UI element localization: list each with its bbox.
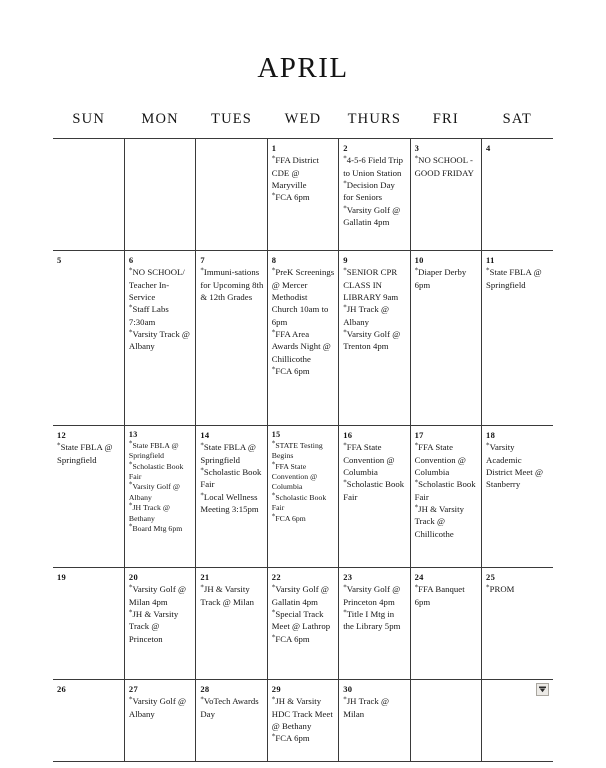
event-item[interactable] — [272, 695, 335, 732]
calendar-empty-cell[interactable] — [196, 139, 267, 251]
event-list — [486, 441, 550, 490]
event-text: JH & Varsity Track @ Milan — [200, 584, 255, 607]
calendar-week-row — [53, 139, 553, 251]
calendar-day-cell[interactable] — [339, 426, 410, 568]
weekday-header-tues: TUES — [211, 111, 253, 127]
event-item[interactable] — [272, 154, 335, 191]
day-number: 30 — [343, 684, 353, 694]
event-text: FCA 6pm — [275, 513, 306, 523]
event-text: Varsity Golf @ Princeton 4pm — [343, 584, 401, 607]
event-item[interactable] — [272, 493, 335, 514]
event-text: Scholastic Book Fair — [271, 492, 327, 513]
event-item[interactable] — [272, 608, 335, 633]
event-list — [129, 695, 192, 720]
asterisk-bullet-icon: * — [200, 466, 204, 475]
event-item[interactable] — [415, 503, 478, 540]
event-text: FFA State Convention @ Columbia — [414, 442, 466, 477]
asterisk-bullet-icon: * — [343, 608, 347, 617]
event-list — [272, 583, 335, 645]
asterisk-bullet-icon: * — [486, 441, 490, 450]
asterisk-bullet-icon: * — [271, 491, 276, 500]
asterisk-bullet-icon: * — [343, 266, 347, 275]
day-number: 21 — [200, 572, 210, 582]
asterisk-bullet-icon: * — [343, 478, 347, 487]
calendar-day-cell[interactable] — [196, 251, 267, 426]
page-title: APRIL — [257, 52, 349, 84]
day-number: 6 — [128, 255, 134, 265]
event-text: PROM — [489, 584, 515, 595]
event-text: VoTech Awards Day — [200, 696, 259, 719]
calendar-day-cell[interactable] — [53, 568, 124, 680]
event-item[interactable] — [272, 633, 335, 645]
calendar-day-cell[interactable] — [267, 426, 338, 568]
event-text: JH & Varsity HDC Track Meet @ Bethany — [271, 696, 333, 731]
event-item[interactable] — [57, 441, 121, 466]
event-item[interactable] — [343, 608, 406, 633]
calendar-day-cell[interactable] — [339, 568, 410, 680]
asterisk-bullet-icon: * — [271, 732, 276, 741]
asterisk-bullet-icon: * — [343, 154, 347, 163]
asterisk-bullet-icon: * — [200, 491, 204, 500]
event-text: PreK Screenings @ Mercer Methodist Church 10am to 6pm — [271, 267, 335, 327]
event-text: JH & Varsity Track @ Chillicothe — [414, 503, 464, 539]
event-item[interactable] — [129, 695, 192, 720]
event-item[interactable] — [272, 583, 335, 608]
weekday-header-sun: SUN — [72, 111, 106, 127]
asterisk-bullet-icon: * — [271, 266, 276, 275]
event-list — [343, 266, 406, 352]
asterisk-bullet-icon: * — [271, 608, 276, 617]
asterisk-bullet-icon: * — [128, 303, 133, 312]
event-text: FCA 6pm — [275, 192, 310, 203]
day-number: 25 — [486, 572, 496, 582]
calendar-day-cell[interactable] — [267, 251, 338, 426]
event-text: Diaper Derby 6pm — [414, 267, 467, 290]
event-item[interactable] — [486, 266, 550, 291]
event-item[interactable] — [415, 441, 478, 478]
event-text: State FBLA @ Springfield — [57, 442, 113, 465]
asterisk-bullet-icon: * — [271, 633, 276, 642]
event-text: Staff Labs 7:30am — [128, 304, 169, 327]
calendar-day-cell[interactable] — [339, 139, 410, 251]
day-number: 9 — [343, 255, 348, 265]
event-item[interactable] — [486, 583, 550, 595]
event-text: Varsity Golf @ Trenton 4pm — [343, 328, 401, 352]
event-text: Decision Day for Seniors — [343, 179, 395, 203]
event-item[interactable] — [272, 514, 335, 524]
event-text: SENIOR CPR CLASS IN LIBRARY 9am — [343, 267, 399, 302]
day-number: 19 — [57, 572, 67, 582]
event-list — [343, 154, 406, 228]
event-item[interactable] — [129, 503, 192, 524]
asterisk-bullet-icon: * — [414, 583, 419, 592]
event-item[interactable] — [343, 328, 406, 353]
event-list — [415, 154, 478, 179]
event-item[interactable] — [272, 462, 335, 493]
asterisk-bullet-icon: * — [414, 478, 419, 487]
event-item[interactable] — [272, 328, 335, 365]
event-text: JH Track @ Albany — [343, 304, 390, 327]
event-list — [343, 583, 406, 632]
calendar-empty-cell[interactable] — [124, 139, 195, 251]
calendar-day-cell[interactable] — [482, 568, 553, 680]
asterisk-bullet-icon: * — [271, 365, 276, 374]
event-text: State FBLA @ Springfield — [200, 442, 256, 465]
day-number: 16 — [343, 430, 353, 440]
asterisk-bullet-icon: * — [414, 503, 419, 512]
event-item[interactable] — [272, 266, 335, 328]
event-list — [343, 695, 406, 720]
event-item[interactable] — [129, 524, 192, 534]
day-number: 28 — [200, 684, 210, 694]
calendar-day-cell[interactable] — [124, 680, 195, 762]
event-item[interactable] — [129, 462, 192, 483]
calendar-header-row — [53, 100, 553, 139]
event-item[interactable] — [343, 583, 406, 608]
event-item[interactable] — [343, 266, 406, 303]
calendar-day-cell[interactable] — [339, 251, 410, 426]
asterisk-bullet-icon: * — [486, 583, 490, 592]
event-list — [200, 266, 263, 303]
event-item[interactable] — [415, 266, 478, 291]
calendar-day-cell[interactable] — [410, 568, 481, 680]
day-number: 20 — [128, 572, 139, 582]
event-text: Varsity Golf @ Gallatin 4pm — [343, 204, 401, 227]
day-number: 18 — [486, 430, 496, 440]
calendar-body — [53, 139, 553, 762]
event-list — [415, 266, 478, 291]
weekday-header-mon: MON — [141, 111, 179, 127]
calendar-day-cell[interactable] — [53, 426, 124, 568]
event-list — [200, 695, 263, 720]
asterisk-bullet-icon: * — [200, 695, 204, 704]
weekday-header-wed: WED — [284, 111, 322, 127]
asterisk-bullet-icon: * — [343, 583, 347, 592]
day-number: 27 — [128, 684, 139, 694]
event-text: Varsity Academic District Meet @ Stanberry — [486, 442, 544, 490]
day-number: 11 — [486, 255, 495, 265]
day-number: 13 — [128, 430, 138, 439]
asterisk-bullet-icon: * — [128, 481, 133, 490]
calendar-day-cell[interactable] — [124, 251, 195, 426]
calendar-container — [53, 100, 553, 762]
calendar-day-cell[interactable] — [53, 251, 124, 426]
asterisk-bullet-icon: * — [271, 154, 276, 163]
asterisk-bullet-icon: * — [343, 179, 347, 188]
event-text: JH & Varsity Track @ Princeton — [128, 608, 179, 644]
event-item[interactable] — [415, 583, 478, 608]
day-number: 24 — [414, 572, 424, 582]
event-list — [129, 266, 192, 352]
event-text: State FBLA @ Springfield — [486, 267, 542, 290]
day-number: 29 — [271, 684, 281, 694]
asterisk-bullet-icon: * — [271, 583, 276, 592]
asterisk-bullet-icon: * — [343, 441, 347, 450]
asterisk-bullet-icon: * — [128, 583, 133, 592]
event-item[interactable] — [343, 179, 406, 204]
event-item[interactable] — [343, 303, 406, 328]
event-text: Varsity Golf @ Gallatin 4pm — [271, 584, 329, 607]
event-list — [486, 583, 550, 595]
asterisk-bullet-icon: * — [414, 154, 419, 163]
event-item[interactable] — [272, 732, 335, 744]
calendar-day-cell[interactable] — [196, 568, 267, 680]
asterisk-bullet-icon: * — [128, 522, 133, 531]
event-text: STATE Testing Begins — [271, 440, 323, 461]
event-text: Varsity Track @ Albany — [128, 328, 190, 352]
event-text: Scholastic Book Fair — [414, 479, 476, 502]
event-list — [272, 441, 335, 525]
event-text: Varsity Golf @ Albany — [128, 696, 187, 719]
asterisk-bullet-icon: * — [343, 695, 347, 704]
calendar-empty-cell[interactable] — [53, 139, 124, 251]
calendar-week-row — [53, 426, 553, 568]
calendar-day-cell[interactable] — [267, 568, 338, 680]
asterisk-bullet-icon: * — [271, 191, 276, 200]
event-list — [129, 583, 192, 645]
event-list — [200, 441, 263, 515]
event-item[interactable] — [200, 466, 263, 491]
event-text: Board Mtg 6pm — [132, 524, 183, 534]
day-number: 12 — [57, 430, 67, 440]
calendar-day-cell[interactable] — [482, 251, 553, 426]
event-item[interactable] — [272, 191, 335, 203]
calendar-day-cell[interactable] — [53, 680, 124, 762]
event-item[interactable] — [343, 695, 406, 720]
event-text: JH Track @ Bethany — [128, 503, 170, 523]
event-text: FFA State Convention @ Columbia — [343, 442, 395, 477]
event-text: FFA Banquet 6pm — [414, 584, 465, 607]
event-list — [486, 266, 550, 291]
event-text: Varsity Golf @ Milan 4pm — [128, 584, 187, 607]
day-number: 5 — [57, 255, 62, 265]
day-number: 23 — [343, 572, 353, 582]
event-text: FCA 6pm — [275, 365, 310, 376]
event-item[interactable] — [200, 695, 263, 720]
day-number: 3 — [414, 143, 420, 153]
event-item[interactable] — [343, 441, 406, 478]
calendar-day-cell[interactable] — [482, 426, 553, 568]
day-number: 10 — [414, 255, 424, 265]
calendar-day-cell[interactable] — [196, 426, 267, 568]
asterisk-bullet-icon: * — [128, 608, 133, 617]
calendar-week-row — [53, 251, 553, 426]
calendar-week-row — [53, 568, 553, 680]
event-list — [272, 266, 335, 377]
event-list — [57, 441, 121, 466]
day-number: 2 — [343, 143, 348, 153]
event-item[interactable] — [129, 608, 192, 645]
day-number: 4 — [486, 143, 491, 153]
event-text: Scholastic Book Fair — [343, 479, 405, 502]
calendar-empty-cell[interactable] — [410, 680, 481, 762]
asterisk-bullet-icon: * — [200, 583, 204, 592]
day-number: 7 — [200, 255, 205, 265]
calendar-day-cell[interactable] — [124, 568, 195, 680]
event-list — [272, 695, 335, 744]
weekday-header-sat: SAT — [502, 111, 532, 127]
event-item[interactable] — [200, 491, 263, 516]
asterisk-bullet-icon: * — [128, 460, 133, 469]
weekday-header-thurs: THURS — [347, 111, 402, 127]
event-item[interactable] — [272, 441, 335, 462]
asterisk-bullet-icon: * — [271, 328, 276, 337]
event-text: FCA 6pm — [275, 733, 310, 744]
event-item[interactable] — [129, 482, 192, 503]
event-text: FFA District CDE @ Maryville — [271, 155, 319, 190]
event-text: FFA Area Awards Night @ Chillicothe — [271, 328, 331, 364]
dropdown-arrow-button[interactable] — [536, 683, 549, 696]
day-number: 17 — [414, 430, 424, 440]
calendar-day-cell[interactable] — [124, 426, 195, 568]
event-text: 4-5-6 Field Trip to Union Station — [343, 155, 404, 178]
day-number: 15 — [271, 430, 281, 439]
event-text: NO SCHOOL - GOOD FRIDAY — [414, 155, 474, 178]
event-item[interactable] — [343, 204, 406, 229]
day-number: 8 — [271, 255, 277, 265]
asterisk-bullet-icon: * — [343, 303, 347, 312]
asterisk-bullet-icon: * — [414, 441, 419, 450]
day-number: 14 — [200, 430, 210, 440]
event-item[interactable] — [343, 154, 406, 179]
asterisk-bullet-icon: * — [271, 512, 276, 521]
asterisk-bullet-icon: * — [128, 328, 133, 337]
calendar-day-cell[interactable] — [196, 680, 267, 762]
event-item[interactable] — [129, 583, 192, 608]
asterisk-bullet-icon: * — [414, 266, 419, 275]
calendar-day-cell[interactable] — [267, 680, 338, 762]
event-text: JH Track @ Milan — [343, 696, 390, 719]
calendar-day-cell[interactable] — [410, 251, 481, 426]
event-item[interactable] — [129, 266, 192, 303]
event-text: Immuni-sations for Upcoming 8th & 12th Grades — [200, 267, 264, 302]
event-list — [343, 441, 406, 503]
event-text: Varsity Golf @ Albany — [128, 482, 180, 502]
event-text: State FBLA @ Springfield — [128, 440, 179, 461]
calendar-day-cell[interactable] — [267, 139, 338, 251]
asterisk-bullet-icon: * — [271, 695, 276, 704]
asterisk-bullet-icon: * — [200, 441, 204, 450]
asterisk-bullet-icon: * — [343, 204, 347, 213]
event-text: FCA 6pm — [275, 633, 310, 644]
event-text: Scholastic Book Fair — [128, 461, 184, 481]
asterisk-bullet-icon: * — [343, 328, 347, 337]
event-text: Special Track Meet @ Lathrop — [271, 608, 331, 632]
event-text: Title I Mtg in the Library 5pm — [343, 608, 401, 632]
day-number: 22 — [271, 572, 281, 582]
event-text: NO SCHOOL/ Teacher In-Service — [128, 267, 185, 302]
event-text: FFA State Convention @ Columbia — [271, 461, 318, 492]
calendar-day-cell[interactable] — [410, 139, 481, 251]
event-item[interactable] — [129, 441, 192, 462]
event-list — [415, 441, 478, 540]
asterisk-bullet-icon: * — [128, 695, 133, 704]
asterisk-bullet-icon: * — [128, 266, 133, 275]
event-item[interactable] — [200, 583, 263, 608]
calendar-empty-cell[interactable] — [482, 680, 553, 762]
calendar-day-cell[interactable] — [339, 680, 410, 762]
weekday-header-fri: FRI — [432, 111, 459, 127]
event-item[interactable] — [486, 441, 550, 490]
day-number: 1 — [271, 143, 277, 153]
calendar-table — [53, 100, 553, 762]
event-text: Scholastic Book Fair — [200, 466, 262, 490]
event-list — [200, 583, 263, 608]
event-item[interactable] — [343, 478, 406, 503]
asterisk-bullet-icon: * — [271, 460, 276, 469]
day-number: 26 — [57, 684, 67, 694]
event-text: Local Wellness Meeting 3:15pm — [200, 491, 259, 514]
event-list — [129, 441, 192, 535]
event-item[interactable] — [415, 154, 478, 179]
event-item[interactable] — [272, 365, 335, 377]
asterisk-bullet-icon: * — [486, 266, 490, 275]
asterisk-bullet-icon: * — [128, 501, 133, 510]
event-item[interactable] — [415, 478, 478, 503]
event-item[interactable] — [200, 441, 263, 466]
event-list — [272, 154, 335, 203]
asterisk-bullet-icon: * — [200, 266, 204, 275]
event-item[interactable] — [200, 266, 263, 303]
calendar-day-cell[interactable] — [482, 139, 553, 251]
asterisk-bullet-icon: * — [128, 439, 133, 448]
asterisk-bullet-icon: * — [57, 441, 61, 450]
calendar-week-row — [53, 680, 553, 762]
event-item[interactable] — [129, 328, 192, 353]
asterisk-bullet-icon: * — [271, 439, 276, 448]
event-item[interactable] — [129, 303, 192, 328]
event-list — [415, 583, 478, 608]
calendar-day-cell[interactable] — [410, 426, 481, 568]
